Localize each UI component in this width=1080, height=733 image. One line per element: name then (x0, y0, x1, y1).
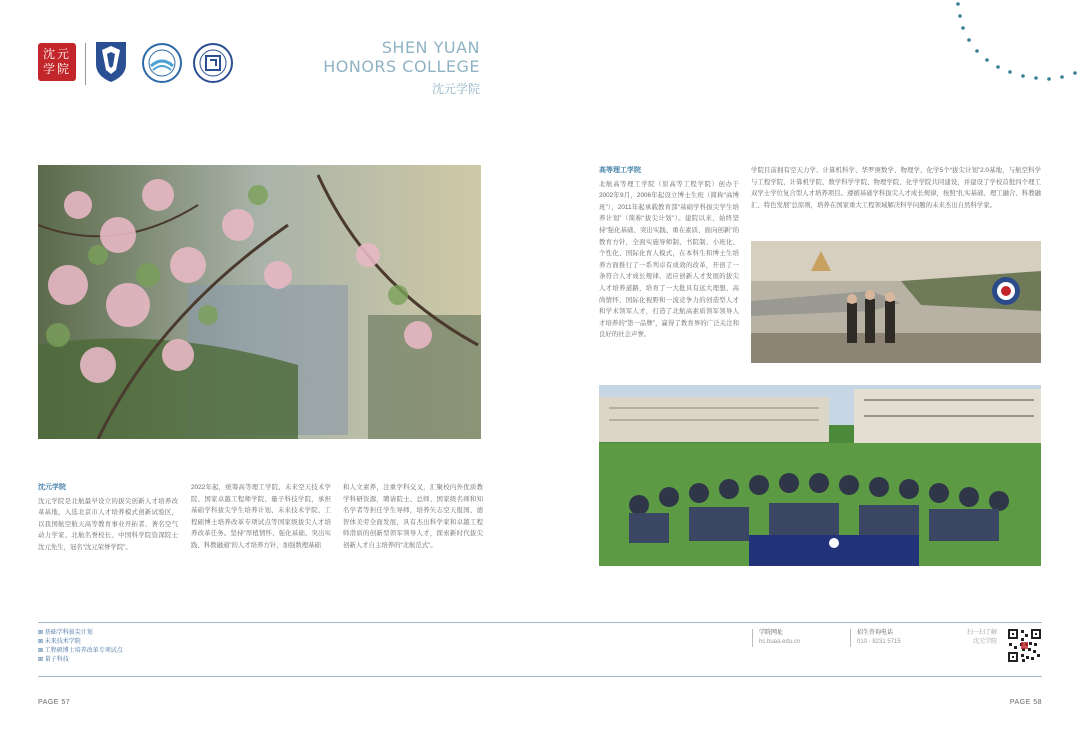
footer-program-item: ⊠ 工程硕博士培养改革专项试点 (38, 648, 123, 654)
phone-label: 招生咨询电话 (857, 630, 894, 636)
aircraft-museum-photo (751, 241, 1041, 363)
header-title-en-line2: HONORS COLLEGE (323, 57, 480, 76)
footer-bottom-rule (38, 676, 1042, 677)
college-seal-logo (38, 43, 76, 81)
seal-text: 沈元学院 (43, 47, 72, 76)
gaodeng-intro-text: 北航高等理工学院（原高等工程学院）创办于2002年9月，2006年起设立博士生班（简称“高博班”），2011年起承载教育部“基础学科拔尖学生培养计划”（简称“拔尖计划”）。建院以来，始终坚持“强化基础、突出实践、重在素质、面向创新”的教育方针，全面实施导师制、书院制、小班化、个性化、国际化育人模式，在本科生和博士生培养方面推行了一系列卓有成效的改革，开创了一条符合人才成长规律、适应创新人才发展的拔尖人才培养道路，培育了一大批具有远大理想、高尚情怀、国际化视野和一流竞争力的创造型人才和学术领军人才，打造了北航高素质领军领导人才培养的“第一品牌”，赢得了教育界的广泛关注和良好的社会声誉。 (599, 180, 739, 339)
footer-divider (752, 629, 753, 647)
header-divider (85, 43, 86, 85)
footer-phone (857, 629, 901, 647)
footer-program-item: ⊠ 量子科技 (38, 657, 69, 663)
website-label: 学院网址 (759, 630, 784, 636)
engineering-college-logo (192, 42, 234, 84)
shenyuan-column-2: 2022年起，统筹高等理工学院、未来空天技术学院、国家卓越工程师学院、量子科技学院，承担基础学科拔尖学生培养计划、未来技术学院、工程硕博士培养改革专项试点等国家级拔尖人才培养改革任务。坚持“厚植情怀、强化基础、突出实践、科教融通”的人才培养方针，加强数理基础 (191, 484, 331, 549)
blossom-photo (38, 165, 481, 439)
qr-code[interactable] (1007, 628, 1042, 663)
qr-caption (955, 629, 997, 647)
header-title-en-line1: SHEN YUAN (381, 38, 480, 57)
header-title-cn: 沈元学院 (431, 82, 480, 96)
shenyuan-column-3: 和人文素养，注重学科交叉，汇聚校内外优质教学科研资源，聘请院士、总师、国家级名师和知名学者等担任学生导师，培养矢志空天报国、德智体美劳全面发展，具有杰出科学家和卓越工程师潜质的创新型领军领导人才，探索新时代拔尖创新人才自主培养的“北航范式”。 (343, 484, 483, 549)
page-number-right: PAGE 58 (1009, 699, 1042, 706)
gaodeng-intro-column (599, 165, 739, 341)
footer-website[interactable] (759, 629, 800, 647)
phone-value: 010 - 8231 5715 (857, 639, 901, 645)
footer-top-rule (38, 622, 1042, 623)
shenyuan-intro-column (38, 482, 178, 554)
buaa-shield-logo (94, 40, 128, 84)
gaodeng-title: 高等理工学院 (599, 167, 641, 174)
website-value[interactable]: hc.buaa.edu.cn (759, 639, 801, 645)
qr-caption-line2: 沈元学院 (972, 639, 997, 645)
qr-caption-line1: 扫一扫了解 (966, 630, 997, 636)
decorative-dot-arc (950, 0, 1080, 90)
shenyuan-title: 沈元学院 (38, 484, 66, 491)
footer-divider (850, 629, 851, 647)
shenyuan-intro-text: 沈元学院是北航最早设立的拔尖创新人才培养改革基地，入选北京市人才培养模式创新试验区，以我国航空航天高等教育事业开拓者、著名空气动力学家、北航名誉校长、中国科学院资深院士沈元先生，冠名“沈元荣誉学院”。 (38, 497, 178, 551)
page-number-left: PAGE 57 (38, 699, 71, 706)
footer-program-list (38, 629, 123, 665)
round-emblem-logo (141, 42, 183, 84)
footer-program-item: ⊠ 基础学科拔尖计划 (38, 630, 93, 636)
group-lawn-photo (599, 385, 1041, 566)
gaodeng-column-2: 学院目前拥有空天力学、计算机科学、华罗庚数学、物理学、化学5个“拔尖计划”2.0基地，与航空科学与工程学院、计算机学院、数学科学学院、物理学院、化学学院共同建设，并建设了学校首批四个理工双学士学位复合型人才培养项目。遵循基础学科拔尖人才成长规律，按照“扎实基础、理工融合、科教融汇、特色发展”总原则，培养在国家重大工程领域解决科学问题的未来杰出自然科学家。 (751, 167, 1041, 209)
footer-program-item: ⊠ 未来技术学院 (38, 639, 81, 645)
